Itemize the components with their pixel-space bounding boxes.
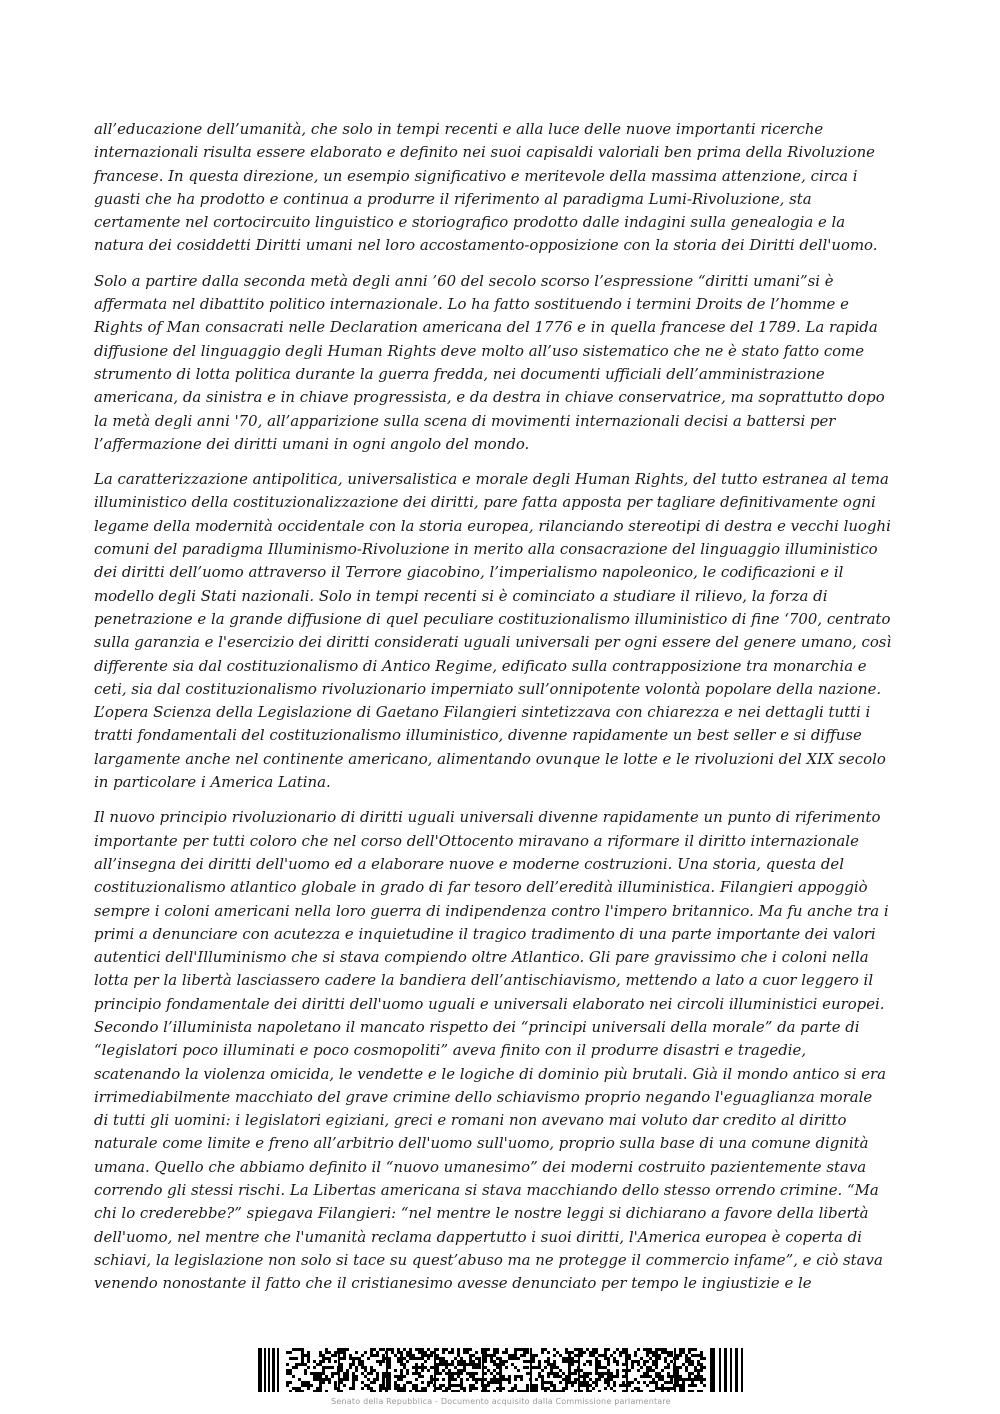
paragraph: Solo a partire dalla seconda metà degli anni ’60 del secolo scorso l’espressione “diritti umani”si è affermata nel dibattito politico internazionale. Lo ha fatto sostituendo i termini Droits de l’homme e Rights of Man consacrati nelle Declaration americana del 1776 e in quella francese del 1789. La rapida diffusione del linguaggio degli Human Rights deve molto all’uso sistematico che ne è stato fatto come strumento di lotta politica durante la guerra fredda, nei documenti ufficiali dell’amministrazione americana, da sinistra e in chiave progressista, e da destra in chiave conservatrice, ma soprattutto dopo la metà degli anni '70, all’apparizione sulla scena di movimenti internazionali decisi a battersi per l’affermazione dei diritti umani in ogni angolo del mondo. [94, 271, 885, 453]
paragraph: La caratterizzazione antipolitica, universalistica e morale degli Human Rights, del tutto estranea al tema illuministico della costituzionalizzazione dei diritti, pare fatta apposta per tagliare definitivamente ogni legame della modernità occidentale con la storia europea, rilanciando stereotipi di destra e vecchi luoghi comuni del paradigma Illuminismo-Rivoluzione in merito alla consacrazione del linguaggio illuministico dei diritti dell’uomo attraverso il Terrore giacobino, l’imperialismo napoleonico, le codificazioni e il modello degli Stati nazionali. Solo in tempi recenti si è cominciato a studiare il rilievo, la forza di penetrazione e la grande diffusione di quel peculiare costituzionalismo illuministico di fine ‘700, centrato sulla garanzia e l'esercizio dei diritti considerati uguali universali per ogni essere del genere umano, così differente sia dal costituzionalismo di Antico Regime, edificato sulla contrapposizione tra monarchia e ceti, sia dal costituzionalismo rivoluzionario imperniato sull’onnipotente volontà popolare della nazione. L’opera Scienza della Legislazione di Gaetano Filangieri sintetizzava con chiarezza e nei dettagli tutti i tratti fondamentali del costituzionalismo illuministico, divenne rapidamente un best seller e si diffuse largamente anche nel continente americano, alimentando ovunque le lotte e le rivoluzioni del XIX secolo in particolare i America Latina. [94, 470, 892, 792]
barcode-graphic [258, 1348, 744, 1392]
document-body [94, 118, 906, 1308]
paragraph: Il nuovo principio rivoluzionario di diritti uguali universali divenne rapidamente un punto di riferimento importante per tutti coloro che nel corso dell'Ottocento miravano a riformare il diritto internazionale all’insegna dei diritti dell'uomo ed a elaborare nuove e moderne costruzioni. Una storia, questa del costituzionalismo atlantico globale in grado di far tesoro dell’eredità illuministica. Filangieri appoggiò sempre i coloni americani nella loro guerra di indipendenza contro l'impero britannico. Ma fu anche tra i primi a denunciare con acutezza e inquietudine il tragico tradimento di una parte importante dei valori autentici dell'Illuminismo che si stava compiendo oltre Atlantico. Gli pare gravissimo che i coloni nella lotta per la libertà lasciassero cadere la bandiera dell’antischiavismo, mettendo a lato a cuor leggero il principio fondamentale dei diritti dell'uomo uguali e universali elaborato nei circoli illuministici europei. Secondo l’illuminista napoletano il mancato rispetto dei “principi universali della morale” da parte di “legislatori poco illuminati e poco cosmopoliti” aveva finito con il produrre disastri e tragedie, scatenando la violenza omicida, le vendette e le logiche di dominio più brutali. Già il mondo antico si era irrimediabilmente macchiato del grave crimine dello schiavismo proprio negando l'eguaglianza morale di tutti gli uomini: i legislatori egiziani, greci e romani non avevano mai voluto dar credito al diritto naturale come limite e freno all’arbitrio dell'uomo sull'uomo, proprio sulla base di una comune dignità umana. Quello che abbiamo definito il “nuovo umanesimo” dei moderni costruito pazientemente stava correndo gli stessi rischi. La Libertas americana si stava macchiando dello stesso orrendo crimine. “Ma chi lo crederebbe?” spiegava Filangieri: “nel mentre le nostre leggi si dichiarano a favore della libertà dell'uomo, nel mentre che l'umanità reclama dappertutto i suoi diritti, l'America europea è coperta di schiavi, la legislazione non solo si tace su quest’abuso ma ne protegge il commercio infame”, e ciò stava venendo nonostante il fatto che il cristianesimo avesse denunciato per tempo le ingiustizie e le [94, 808, 889, 1293]
barcode-icon [258, 1348, 744, 1404]
barcode-caption: Senato della Repubblica - Documento acquisito dalla Commissione parlamentare [331, 1397, 671, 1406]
paragraph: all’educazione dell’umanità, che solo in tempi recenti e alla luce delle nuove importanti ricerche internazionali risulta essere elaborato e definito nei suoi capisaldi valoriali ben prima della Rivoluzione francese. In questa direzione, un esempio significativo e meritevole della massima attenzione, circa i guasti che ha prodotto e continua a produrre il riferimento al paradigma Lumi-Rivoluzione, sta certamente nel cortocircuito linguistico e storiografico prodotto dalle indagini sulla genealogia e la natura dei cosiddetti Diritti umani nel loro accostamento-opposizione con la storia dei Diritti dell'uomo. [94, 120, 878, 255]
